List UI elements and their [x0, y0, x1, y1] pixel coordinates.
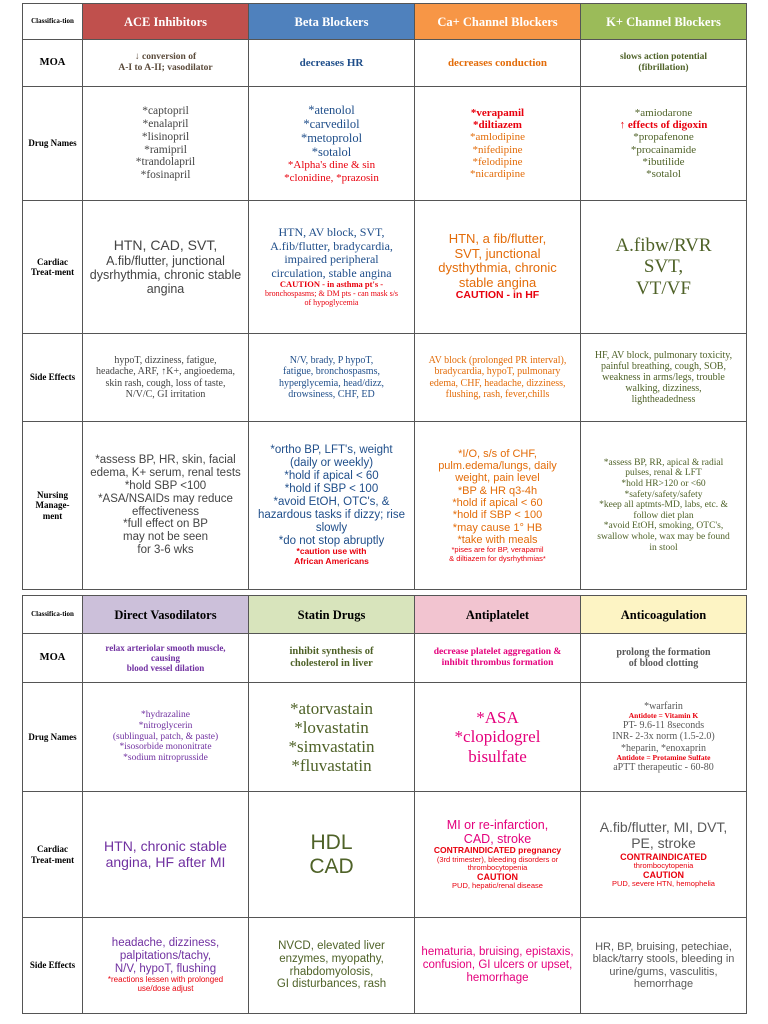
classification-label: Classifica-tion — [23, 4, 83, 40]
cell-text-line: prolong the formation — [616, 646, 711, 658]
row-label-line: ment — [42, 510, 63, 521]
cell-text-line: CAUTION — [477, 872, 518, 883]
row-label — [23, 334, 83, 422]
cell-text-line: hemorrhage — [633, 977, 694, 990]
cell-text-line: *assess BP, HR, skin, facial — [95, 454, 236, 466]
cell-text-line: *hold if SBP < 100 — [284, 483, 379, 496]
cell-text-line: *lisinopril — [141, 130, 190, 143]
data-cell — [581, 87, 747, 201]
cell-text-line: *warfarin — [644, 700, 683, 712]
cell-text-line: in stool — [649, 542, 678, 553]
cell-text-line: edema, K+ serum, renal tests — [90, 466, 241, 479]
row-label — [23, 87, 83, 201]
cell-text-line: *atorvastain — [289, 698, 374, 718]
cell-text-line: headache, dizziness, — [111, 937, 220, 950]
cell-text-line: NVCD, elevated liver — [278, 939, 385, 952]
row-side-effects — [23, 918, 747, 1014]
cell-text-line: *pises are for BP, verapamil — [451, 545, 544, 555]
row-label-line: Nursing — [36, 490, 68, 501]
cell-text-line: skin rash, cough, loss of taste, — [105, 377, 226, 389]
cell-text-line: *hold HR>120 or <60 — [621, 478, 706, 489]
data-cell — [581, 40, 747, 87]
cell-text-line: decreases HR — [299, 56, 364, 69]
cell-text-line: *sotalol — [646, 168, 681, 181]
cell-text-line: thrombocytopenia — [633, 860, 694, 870]
cell-text-line: *felodipine — [472, 155, 523, 168]
row-label — [23, 683, 83, 792]
cell-text-line: A.fib/flutter, bradycardia, — [270, 238, 393, 253]
cell-text-line: inhibit thrombus formation — [441, 658, 554, 668]
cell-text-line: GI disturbances, rash — [276, 978, 387, 991]
cell-text-line: *carvedilol — [303, 117, 360, 132]
cell-text-line: *enalapril — [142, 117, 189, 130]
cell-text-line: *heparin, *enoxaprin — [621, 742, 706, 754]
cell-text-line: (daily or weekly) — [289, 457, 374, 470]
row-label — [23, 422, 83, 590]
cell-text-line: lightheadedness — [631, 394, 696, 406]
data-cell — [415, 792, 581, 918]
cell-text-line: N/V, hypoT, flushing — [114, 962, 217, 975]
cell-text-line: *ibutilide — [642, 155, 685, 168]
cell-text-line: CONTRAINDICATED — [620, 851, 707, 862]
cell-text-line: headache, ARF, ↑K+, angioedema, — [96, 366, 235, 378]
cell-text-line: impaired peripheral — [284, 252, 379, 267]
data-cell — [83, 918, 249, 1014]
cell-text-line: *propafenone — [633, 131, 694, 144]
cell-text-line: blood vessel dilation — [126, 663, 205, 674]
cell-text-line: A-I to A-II; vasodilator — [118, 63, 213, 73]
cell-text-line: *trandolapril — [135, 156, 196, 169]
data-cell — [415, 422, 581, 590]
header-cell: Antiplatelet — [415, 596, 581, 634]
row-label — [23, 918, 83, 1014]
cell-text-line: urine/gums, vasculitis, — [609, 965, 718, 978]
cell-text-line: *hold if apical < 60 — [452, 497, 543, 510]
row-side-effects — [23, 334, 747, 422]
cell-text-line: HTN, a fib/flutter, — [448, 231, 547, 247]
cell-text-line: *simvastatin — [288, 737, 375, 756]
cell-text-line: PUD, severe HTN, hemophelia — [612, 879, 715, 889]
row-label-line: Cardiac — [37, 844, 68, 855]
cell-text-line: Antidote = Vitamin K — [628, 710, 699, 720]
cell-text-line: *safety/safety/safety — [624, 489, 703, 500]
classification-label: Classifica-tion — [23, 596, 83, 634]
row-nursing-management — [23, 422, 747, 590]
header-cell: Beta Blockers — [249, 4, 415, 40]
data-cell — [249, 918, 415, 1014]
cell-text-line: INR- 2-3x norm (1.5-2.0) — [612, 731, 715, 743]
cell-text-line: dysrhythmia, chronic stable — [89, 267, 242, 282]
row-drug-names — [23, 87, 747, 201]
cell-text-line: HTN, chronic stable — [104, 837, 227, 854]
data-cell — [581, 634, 747, 683]
cell-text-line: CAUTION - in HF — [455, 289, 540, 302]
data-cell — [249, 634, 415, 683]
cell-text-line: *BP & HR q3-4h — [457, 484, 538, 497]
cell-text-line: *diltiazem — [473, 118, 522, 131]
cell-text-line: SVT, — [643, 256, 684, 278]
cell-text-line: use/dose adjust — [137, 983, 194, 993]
cell-text-line: CAUTION - in asthma pt's - — [279, 279, 384, 290]
data-cell — [249, 683, 415, 792]
cell-text-line: confusion, GI ulcers or upset, — [422, 959, 573, 972]
cell-text-line: hemorrhage — [466, 971, 529, 984]
row-label — [23, 634, 83, 683]
cell-text-line: N/V, brady, P hypoT, — [289, 355, 374, 367]
cell-text-line: painful breathing, cough, SOB, — [601, 360, 726, 372]
data-cell — [415, 634, 581, 683]
cell-text-line: of blood clotting — [628, 658, 699, 669]
data-cell — [83, 683, 249, 792]
row-label — [23, 792, 83, 918]
row-label-line: MOA — [39, 652, 66, 664]
cell-text-line: A.fib/flutter, MI, DVT, — [599, 819, 728, 836]
cell-text-line: PUD, hepatic/renal disease — [452, 881, 543, 891]
cell-text-line: relax arteriolar smooth muscle, — [105, 642, 226, 653]
cell-text-line: *ASA — [476, 708, 519, 728]
row-label-line: Side Effects — [29, 960, 76, 971]
cell-text-line: decrease platelet aggregation & — [433, 647, 562, 658]
cell-text-line: enzymes, myopathy, — [279, 952, 384, 965]
cell-text-line: for 3-6 wks — [137, 544, 194, 557]
row-label-line: Drug Names — [28, 138, 77, 149]
cell-text-line: aPTT therapeutic - 60-80 — [613, 762, 714, 774]
cell-text-line: MI or re-infarction, — [446, 818, 549, 833]
cell-text-line: inhibit synthesis of — [289, 646, 374, 658]
cell-text-line: angina, HF after MI — [105, 853, 226, 870]
cell-text-line: drowsiness, CHF, ED — [288, 388, 375, 400]
data-cell — [415, 201, 581, 334]
cell-text-line: *ortho BP, LFT's, weight — [270, 444, 393, 457]
cell-text-line: *nifedipine — [472, 143, 523, 156]
cell-text-line: African Americans — [294, 556, 369, 566]
cell-text-line: ↓ conversion of — [134, 52, 197, 63]
row-cardiac-treatment — [23, 792, 747, 918]
cell-text-line: *verapamil — [470, 106, 525, 119]
cell-text-line: stable angina — [458, 274, 537, 290]
cell-text-line: *lovastatin — [294, 717, 369, 737]
row-moa — [23, 40, 747, 87]
header-cell: Direct Vasodilators — [83, 596, 249, 634]
cell-text-line: *hydrazaline — [140, 710, 191, 721]
table-bottom — [22, 595, 747, 1014]
row-label-line: Drug Names — [28, 731, 77, 742]
table-top — [22, 3, 747, 590]
cell-text-line: edema, CHF, headache, dizziness, — [429, 377, 566, 389]
cell-text-line: (fibrillation) — [638, 63, 689, 73]
cell-text-line: circulation, stable angina — [271, 265, 392, 280]
data-cell — [415, 918, 581, 1014]
cell-text-line: *nicardipine — [470, 168, 525, 181]
data-cell — [83, 87, 249, 201]
cell-text-line: palpitations/tachy, — [119, 950, 212, 963]
data-cell — [581, 918, 747, 1014]
cell-text-line: fatigue, bronchospasms, — [283, 366, 380, 378]
cell-text-line: weakness in arms/legs, trouble — [602, 371, 725, 383]
cell-text-line: angina — [146, 281, 185, 296]
cell-text-line: *assess BP, RR, apical & radial — [603, 457, 724, 468]
header-cell: ACE Inhibitors — [83, 4, 249, 40]
cell-text-line: (3rd trimester), bleeding disorders or — [436, 854, 559, 864]
cell-text-line: *ramipril — [144, 143, 187, 156]
cell-text-line: *may cause 1° HB — [452, 521, 543, 534]
header-row — [23, 596, 747, 634]
data-cell — [249, 87, 415, 201]
cell-text-line: CAD — [309, 854, 354, 878]
row-label-line: Side Effects — [29, 372, 76, 383]
cell-text-line: swallow whole, wax may be found — [597, 532, 730, 543]
cell-text-line: PE, stroke — [631, 835, 696, 852]
cell-text-line: *hold SBP <100 — [124, 479, 207, 492]
cell-text-line: may not be seen — [122, 531, 209, 544]
cell-text-line: *do not stop abruptly — [278, 534, 385, 547]
cell-text-line: AV block (prolonged PR interval), — [428, 355, 567, 367]
row-label — [23, 201, 83, 334]
cell-text-line: Antidote = Protamine Sulfate — [616, 752, 711, 762]
cell-text-line: *fluvastatin — [291, 756, 372, 776]
data-cell — [415, 334, 581, 422]
cell-text-line: decreases conduction — [447, 56, 548, 69]
header-cell: Statin Drugs — [249, 596, 415, 634]
cell-text-line: *take with meals — [457, 534, 538, 547]
row-drug-names — [23, 683, 747, 792]
cell-text-line: HDL — [310, 830, 353, 854]
cell-text-line: CAD, stroke — [463, 832, 532, 847]
cell-text-line: A.fib/flutter, junctional — [106, 253, 225, 268]
cell-text-line: HF, AV block, pulmonary toxicity, — [594, 349, 733, 361]
cell-text-line: *sotalol — [311, 145, 352, 160]
data-cell — [415, 683, 581, 792]
row-label — [23, 40, 83, 87]
row-label-line: Treat-ment — [30, 267, 75, 277]
cell-text-line: CAUTION — [643, 870, 684, 881]
cell-text-line: *ASA/NSAIDs may reduce — [98, 492, 233, 505]
cell-text-line: VT/VF — [636, 277, 691, 299]
data-cell — [581, 334, 747, 422]
cell-text-line: *procainamide — [630, 143, 697, 156]
cell-text-line: A.fibw/RVR — [615, 235, 712, 257]
data-cell — [249, 792, 415, 918]
cell-text-line: *hold if apical < 60 — [284, 470, 379, 483]
cell-text-line: *nitroglycerin — [138, 721, 193, 732]
cell-text-line: bronchospasms; & DM pts - can mask s/s — [264, 288, 399, 298]
cell-text-line: SVT, junctional — [454, 245, 541, 261]
cell-text-line: cholesterol in liver — [290, 658, 373, 669]
data-cell — [415, 40, 581, 87]
cell-text-line: of hypoglycemia — [304, 297, 359, 307]
cell-text-line: CONTRAINDICATED pregnancy — [433, 845, 562, 856]
data-cell — [83, 334, 249, 422]
cell-text-line: *Alpha's dine & sin — [287, 159, 376, 172]
data-cell — [249, 422, 415, 590]
cell-text-line: *isosorbide mononitrate — [119, 742, 212, 753]
cell-text-line: pulm.edema/lungs, daily — [438, 460, 557, 473]
data-cell — [581, 201, 747, 334]
cell-text-line: *hold if SBP < 100 — [452, 509, 543, 522]
cell-text-line: hyperglycemia, head/dizz, — [278, 377, 385, 389]
data-cell — [249, 334, 415, 422]
cell-text-line: HTN, AV block, SVT, — [278, 225, 385, 240]
data-cell — [83, 422, 249, 590]
cell-text-line: PT- 9.6-11 8seconds — [622, 720, 705, 732]
cell-text-line: slowly — [315, 521, 348, 534]
data-cell — [83, 201, 249, 334]
data-cell — [83, 792, 249, 918]
cell-text-line: hematuria, bruising, epistaxis, — [421, 946, 574, 959]
cell-text-line: *captopril — [142, 104, 189, 117]
cell-text-line: slows action potential — [619, 52, 708, 63]
row-label-line: Manage- — [35, 500, 70, 511]
cell-text-line: *sodium nitroprusside — [123, 752, 208, 763]
cell-text-line: dysthythmia, chronic — [438, 260, 557, 276]
cell-text-line: *I/O, s/s of CHF, — [458, 447, 537, 460]
cell-text-line: *caution use with — [296, 546, 367, 557]
cell-text-line: causing — [150, 652, 180, 663]
cell-text-line: (sublingual, patch, & paste) — [112, 731, 219, 742]
data-cell — [581, 683, 747, 792]
data-cell — [249, 201, 415, 334]
cell-text-line: rhabdomyolosis, — [289, 965, 374, 978]
row-label-line: Treat-ment — [30, 854, 75, 865]
cell-text-line: *full effect on BP — [123, 518, 208, 531]
cell-text-line: thrombocytopenia — [467, 863, 528, 873]
cell-text-line: effectiveness — [132, 505, 199, 518]
cell-text-line: *metoprolol — [300, 131, 363, 146]
header-cell: Anticoagulation — [581, 596, 747, 634]
cell-text-line: black/tarry stools, bleeding in — [592, 953, 735, 966]
data-cell — [581, 422, 747, 590]
cell-text-line: *avoid EtOH, OTC's, & — [273, 495, 390, 508]
cell-text-line: bisulfate — [468, 746, 527, 766]
cell-text-line: walking, dizziness, — [625, 383, 702, 395]
header-row — [23, 4, 747, 40]
cell-text-line: follow diet plan — [633, 510, 694, 521]
header-cell: K+ Channel Blockers — [581, 4, 747, 40]
cell-text-line: hazardous tasks if dizzy; rise — [257, 508, 405, 521]
cell-text-line: ↑ effects of digoxin — [619, 118, 708, 131]
cell-text-line: flushing, rash, fever,chills — [445, 388, 550, 400]
data-cell — [83, 40, 249, 87]
data-cell — [581, 792, 747, 918]
row-moa — [23, 634, 747, 683]
cell-text-line: *clonidine, *prazosin — [284, 171, 379, 184]
cell-text-line: *avoid EtOH, smoking, OTC's, — [603, 521, 724, 532]
cell-text-line: bradycardia, hypoT, pulmonary — [434, 366, 561, 378]
cell-text-line: weight, pain level — [455, 472, 540, 485]
cell-text-line: *fosinapril — [140, 169, 191, 182]
cell-text-line: *amlodipine — [470, 131, 525, 144]
cell-text-line: *atenolol — [308, 103, 355, 118]
cell-text-line: pulses, renal & LFT — [625, 468, 702, 479]
cell-text-line: & diltiazem for dysrhythmias* — [449, 553, 546, 563]
row-cardiac-treatment — [23, 201, 747, 334]
cell-text-line: *amiodarone — [634, 106, 693, 119]
cell-text-line: N/V/C, GI irritation — [125, 388, 206, 400]
cell-text-line: HTN, CAD, SVT, — [113, 237, 218, 254]
data-cell — [83, 634, 249, 683]
cell-text-line: HR, BP, bruising, petechiae, — [595, 940, 732, 953]
row-label-line: MOA — [39, 57, 66, 69]
row-label-line: Cardiac — [37, 256, 68, 267]
data-cell — [415, 87, 581, 201]
cell-text-line: *reactions lessen with prolonged — [107, 974, 224, 984]
cell-text-line: *clopidogrel — [454, 727, 541, 747]
header-cell: Ca+ Channel Blockers — [415, 4, 581, 40]
cell-text-line: *keep all aptmts-MD, labs, etc. & — [599, 500, 728, 511]
cell-text-line: hypoT, dizziness, fatigue, — [114, 355, 217, 367]
data-cell — [249, 40, 415, 87]
